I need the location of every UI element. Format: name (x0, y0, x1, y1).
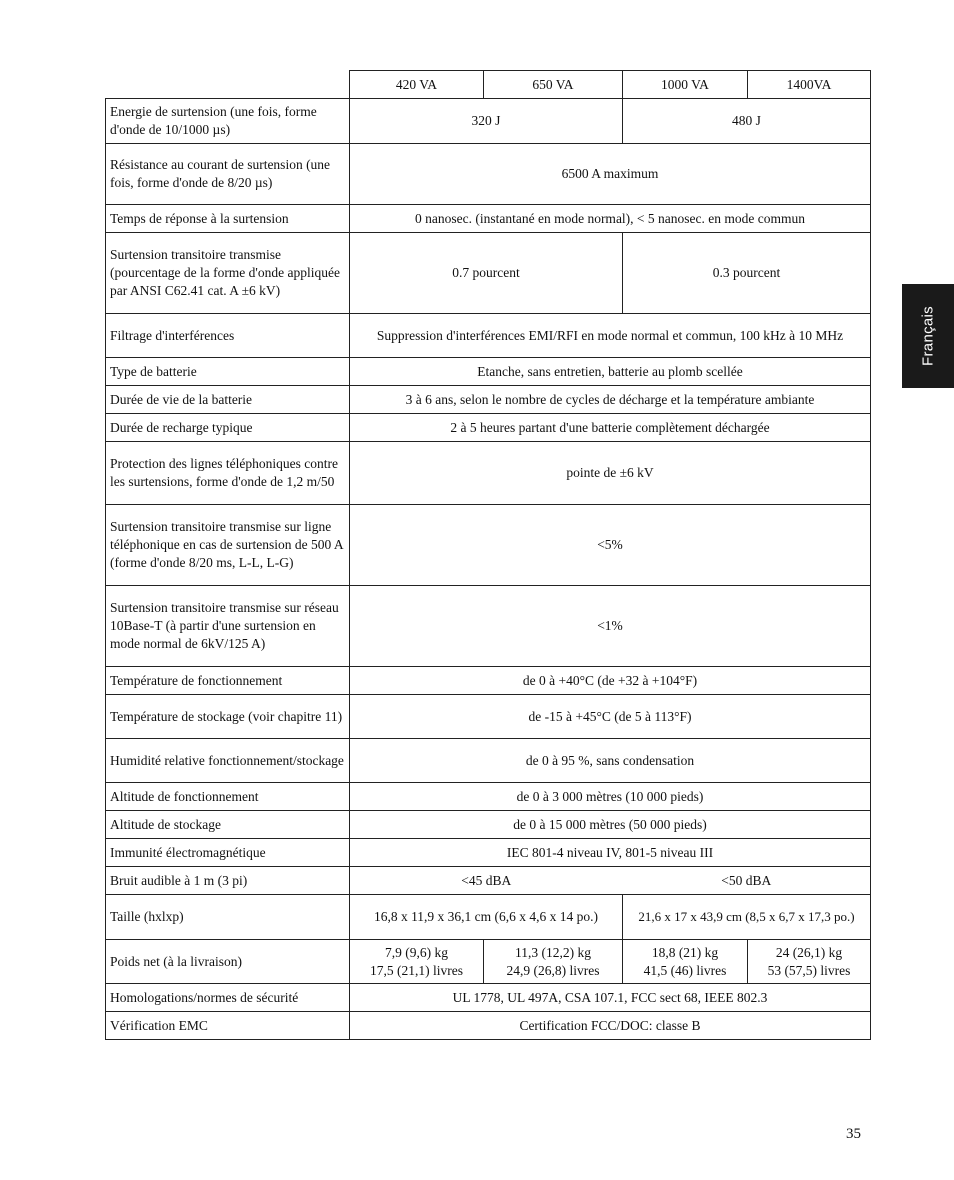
header-420va: 420 VA (350, 71, 484, 99)
table-row (106, 940, 871, 984)
row-label: Homologations/normes de sécurité (106, 984, 350, 1012)
table-row (106, 895, 871, 940)
row-label: Vérification EMC (106, 1012, 350, 1040)
table-row (106, 358, 871, 386)
weight-1400va (748, 940, 871, 984)
weight-650va (484, 940, 623, 984)
row-value-small-models: <45 dBA (350, 867, 623, 895)
table-row (106, 1012, 871, 1040)
row-value: Certification FCC/DOC: classe B (350, 1012, 871, 1040)
table-row (106, 811, 871, 839)
row-label: Bruit audible à 1 m (3 pi) (106, 867, 350, 895)
row-label: Immunité électromagnétique (106, 839, 350, 867)
table-row (106, 233, 871, 314)
table-row (106, 144, 871, 205)
weight-kg: 11,3 (12,2) kg (515, 944, 591, 960)
row-value-large-models: 480 J (623, 99, 871, 144)
row-label: Surtension transitoire transmise sur ligne téléphonique en cas de surtension de 500 A (forme d'onde 8/20 ms, L-L, L-G) (106, 505, 350, 586)
row-value-small-models: 16,8 x 11,9 x 36,1 cm (6,6 x 4,6 x 14 po.) (350, 895, 623, 940)
row-label: Température de fonctionnement (106, 667, 350, 695)
row-value: 2 à 5 heures partant d'une batterie complètement déchargée (350, 414, 871, 442)
row-label: Temps de réponse à la surtension (106, 205, 350, 233)
table-row (106, 314, 871, 358)
row-value: de 0 à 95 %, sans condensation (350, 739, 871, 783)
header-1400va: 1400VA (748, 71, 871, 99)
row-label: Altitude de fonctionnement (106, 783, 350, 811)
row-label: Surtension transitoire transmise (pourcentage de la forme d'onde appliquée par ANSI C62.41 cat. A ±6 kV) (106, 233, 350, 314)
table-row (106, 667, 871, 695)
row-value: pointe de ±6 kV (350, 442, 871, 505)
header-650va: 650 VA (484, 71, 623, 99)
header-blank-cell (106, 71, 350, 99)
weight-lb: 24,9 (26,8) livres (506, 962, 600, 978)
table-row (106, 442, 871, 505)
table-row (106, 867, 871, 895)
table-row (106, 505, 871, 586)
row-value: Suppression d'interférences EMI/RFI en mode normal et commun, 100 kHz à 10 MHz (350, 314, 871, 358)
table-row (106, 586, 871, 667)
table-row (106, 783, 871, 811)
row-label: Résistance au courant de surtension (une fois, forme d'onde de 8/20 µs) (106, 144, 350, 205)
row-value: 6500 A maximum (350, 144, 871, 205)
table-row (106, 739, 871, 783)
specifications-table (105, 70, 871, 1040)
table-row (106, 984, 871, 1012)
language-label: Français (919, 306, 937, 366)
row-value: Etanche, sans entretien, batterie au plomb scellée (350, 358, 871, 386)
page-number: 35 (846, 1126, 861, 1142)
table-header-row (106, 71, 871, 99)
row-label: Humidité relative fonctionnement/stockage (106, 739, 350, 783)
weight-lb: 17,5 (21,1) livres (370, 962, 463, 978)
row-label: Taille (hxlxp) (106, 895, 350, 940)
row-value: de 0 à 3 000 mètres (10 000 pieds) (350, 783, 871, 811)
row-value-large-models: <50 dBA (623, 867, 871, 895)
weight-lb: 41,5 (46) livres (643, 962, 727, 978)
row-label: Durée de recharge typique (106, 414, 350, 442)
table-row (106, 386, 871, 414)
weight-kg: 18,8 (21) kg (651, 944, 719, 960)
row-value: UL 1778, UL 497A, CSA 107.1, FCC sect 68, IEEE 802.3 (350, 984, 871, 1012)
row-label: Poids net (à la livraison) (106, 940, 350, 984)
table-row (106, 205, 871, 233)
weight-kg: 7,9 (9,6) kg (385, 944, 448, 960)
row-value-large-models: 0.3 pourcent (623, 233, 871, 314)
row-value: <1% (350, 586, 871, 667)
weight-1000va (623, 940, 748, 984)
header-1000va: 1000 VA (623, 71, 748, 99)
table-row (106, 414, 871, 442)
table-row (106, 99, 871, 144)
row-value: 0 nanosec. (instantané en mode normal), < 5 nanosec. en mode commun (350, 205, 871, 233)
row-label: Surtension transitoire transmise sur réseau 10Base-T (à partir d'une surtension en mode normal de 6kV/125 A) (106, 586, 350, 667)
row-value: de 0 à +40°C (de +32 à +104°F) (350, 667, 871, 695)
row-value-small-models: 320 J (350, 99, 623, 144)
row-value: <5% (350, 505, 871, 586)
row-label: Température de stockage (voir chapitre 11) (106, 695, 350, 739)
row-value: de 0 à 15 000 mètres (50 000 pieds) (350, 811, 871, 839)
row-value: IEC 801-4 niveau IV, 801-5 niveau III (350, 839, 871, 867)
weight-420va (350, 940, 484, 984)
row-value: de -15 à +45°C (de 5 à 113°F) (350, 695, 871, 739)
row-label: Type de batterie (106, 358, 350, 386)
row-label: Filtrage d'interférences (106, 314, 350, 358)
table-row (106, 839, 871, 867)
weight-kg: 24 (26,1) kg (775, 944, 843, 960)
row-label: Energie de surtension (une fois, forme d'onde de 10/1000 µs) (106, 99, 350, 144)
row-label: Protection des lignes téléphoniques contre les surtensions, forme d'onde de 1,2 m/50 (106, 442, 350, 505)
row-value-small-models: 0.7 pourcent (350, 233, 623, 314)
language-side-tab (902, 284, 954, 388)
row-value-large-models: 21,6 x 17 x 43,9 cm (8,5 x 6,7 x 17,3 po.) (623, 895, 871, 940)
table-row (106, 695, 871, 739)
row-label: Durée de vie de la batterie (106, 386, 350, 414)
row-value: 3 à 6 ans, selon le nombre de cycles de décharge et la température ambiante (350, 386, 871, 414)
weight-lb: 53 (57,5) livres (767, 962, 851, 978)
row-label: Altitude de stockage (106, 811, 350, 839)
